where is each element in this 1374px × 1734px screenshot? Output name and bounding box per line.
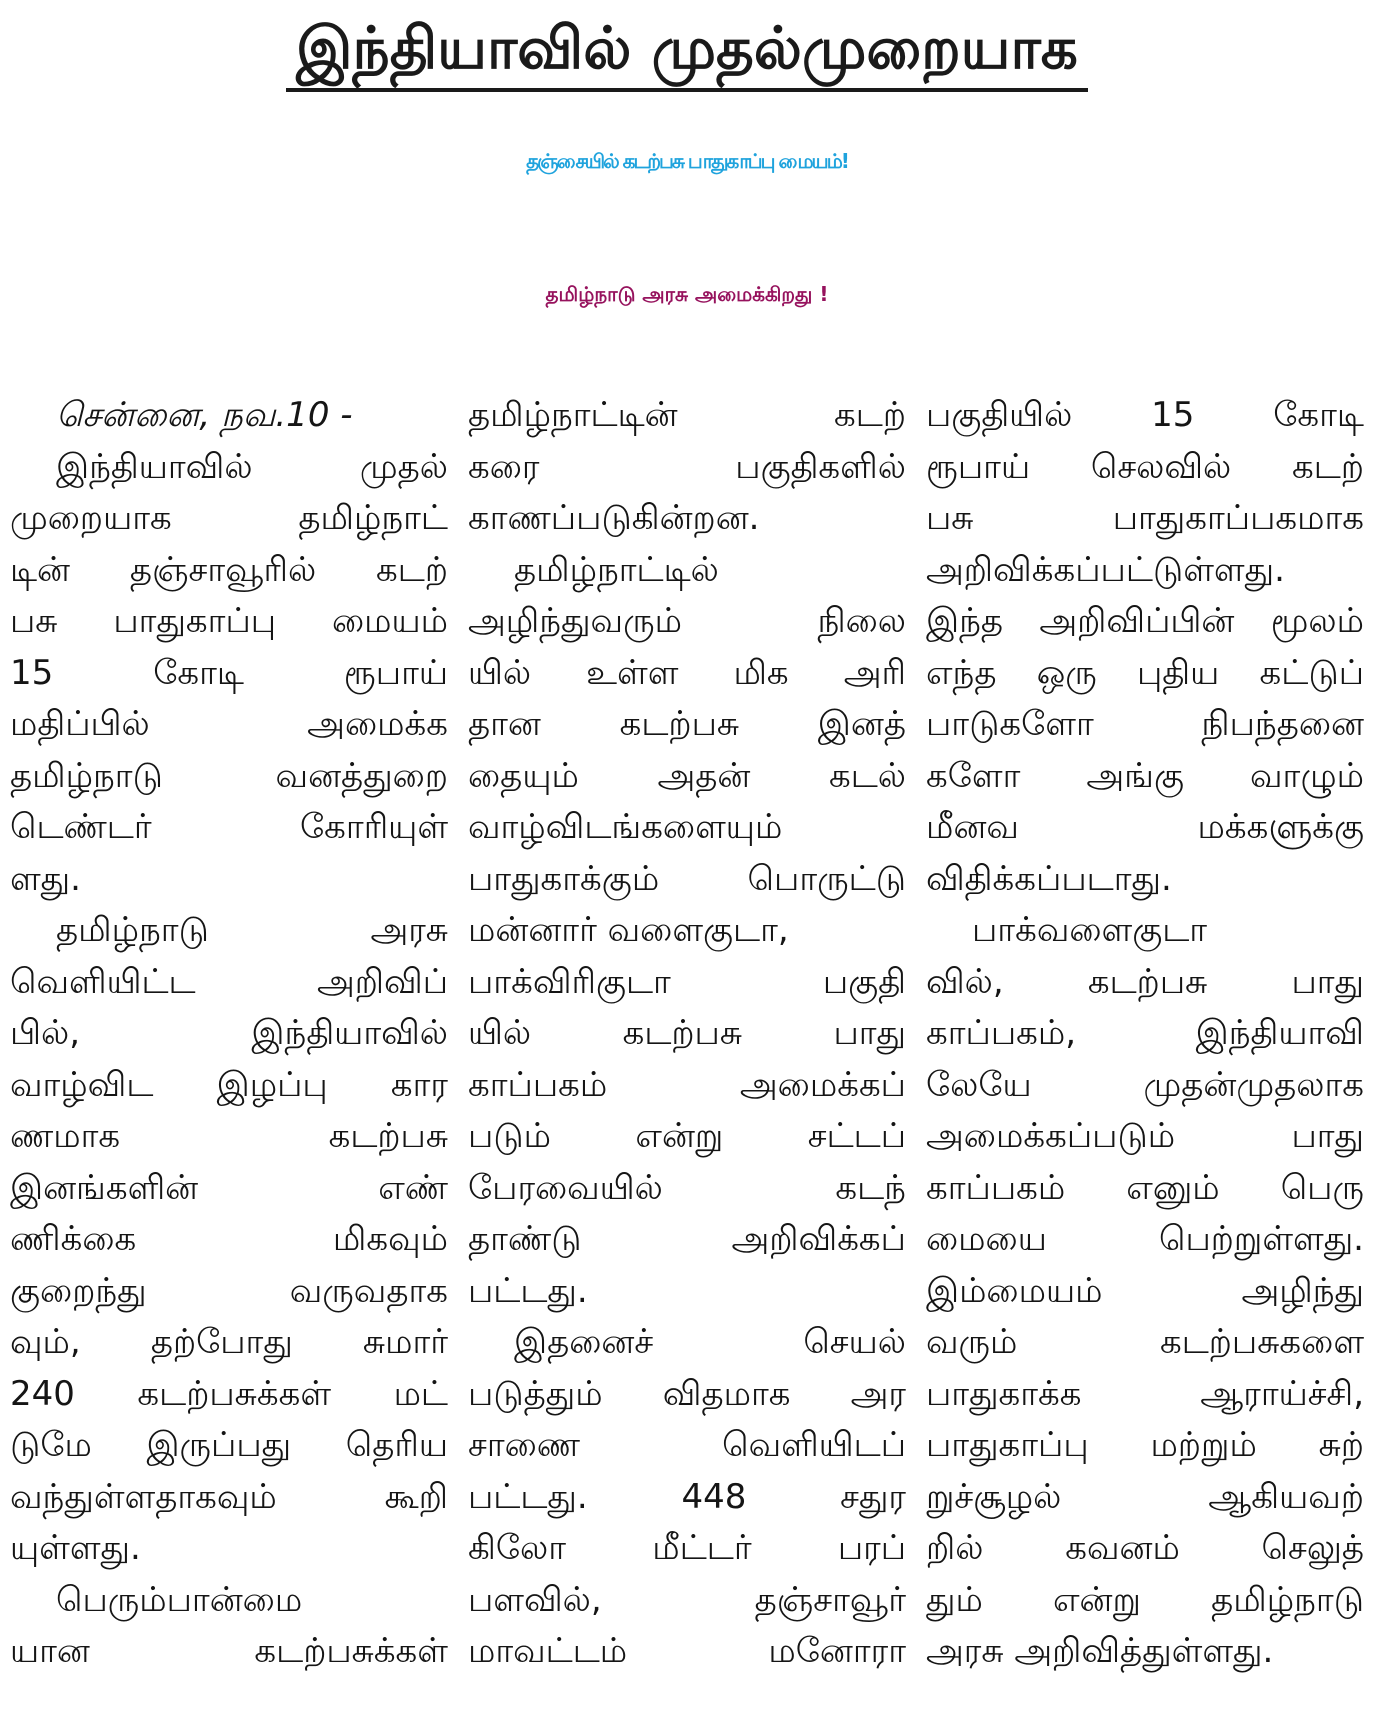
article-line: பகுதியில் 15 கோடி [926,395,1364,435]
article-line: தமிழ்நாடு வனத்துறை [10,755,448,796]
article-line: கரை பகுதிகளில் [468,446,906,487]
article-line: பாதுகாப்பு மற்றும் சுற் [926,1425,1364,1465]
article-line: யுள்ளது. [10,1528,141,1568]
article-column-3 [926,390,1364,1725]
article-line: றில் கவனம் செலுத் [926,1528,1364,1568]
article-line: தமிழ்நாட்டின் கடற் [468,395,906,435]
article-line: தான கடற்பசு இனத் [468,704,906,744]
article-line: எந்த ஒரு புதிய கட்டுப் [926,652,1364,693]
article-line: அமைக்கப்படும் பாது [926,1116,1364,1156]
article-line: பசு பாதுகாப்பகமாக [926,498,1364,538]
article-line: பளவில், தஞ்சாவூர் [468,1579,906,1620]
article-line: மீனவ மக்களுக்கு [926,807,1364,847]
article-line: யில் கடற்பசு பாது [468,1013,906,1053]
article-column-2 [468,390,906,1725]
article-line: பாதுகாக்க ஆராய்ச்சி, [926,1373,1364,1414]
article-line: அழிந்துவரும் நிலை [468,601,906,641]
article-line: வாழ்விட இழப்பு கார [10,1064,448,1105]
article-line: சாணை வெளியிடப் [468,1425,906,1465]
article-line: யான கடற்பசுக்கள் [10,1631,448,1671]
article-line: தாண்டு அறிவிக்கப் [468,1219,906,1259]
article-line: வந்துள்ளதாகவும் கூறி [10,1476,448,1517]
article-line: டின் தஞ்சாவூரில் கடற் [10,549,448,590]
article-line: தும் என்று தமிழ்நாடு [926,1579,1364,1620]
article-line: லேயே முதன்முதலாக [926,1064,1364,1105]
article-line: ளது. [10,858,81,899]
article-line: இந்தியாவில் முதல் [56,446,448,487]
article-line: தமிழ்நாடு அரசு [56,910,448,950]
article-line: பில், இந்தியாவில் [10,1013,448,1053]
article-line: இந்த அறிவிப்பின் மூலம் [926,601,1364,641]
article-dateline: சென்னை, நவ.10 - [56,395,353,435]
kicker-wrap [0,14,1374,92]
article-line: அறிவிக்கப்பட்டுள்ளது. [926,549,1285,590]
article-line: படும் என்று சட்டப் [468,1116,906,1156]
article-line: படுத்தும் விதமாக அர [468,1373,906,1414]
article-line: 240 கடற்பசுக்கள் மட் [10,1373,448,1414]
article-line: குறைந்து வருவதாக [10,1270,448,1311]
article-line: 15 கோடி ரூபாய் [10,652,448,693]
article-line: பசு பாதுகாப்பு மையம் [10,601,448,641]
article-line: பட்டது. 448 சதுர [468,1476,906,1517]
article-line: மன்னார் வளைகுடா, [468,910,789,950]
article-line: பேரவையில் கடந் [468,1167,906,1208]
article-line: விதிக்கப்படாது. [926,858,1172,899]
article-line: மாவட்டம் மனோரா [468,1631,906,1671]
article-line: வாழ்விடங்களையும் [468,807,783,847]
article-line: இம்மையம் அழிந்து [926,1270,1364,1311]
article-line: கிலோ மீட்டர் பரப் [468,1528,906,1568]
sub-headline: தமிழ்நாடு அரசு அமைக்கிறது ! [545,282,829,306]
article-line: யில் உள்ள மிக அரி [468,652,906,693]
article-line: மையை பெற்றுள்ளது. [926,1219,1364,1259]
article-line: தையும் அதன் கடல் [468,755,906,796]
article-line: காப்பகம் அமைக்கப் [468,1064,906,1105]
article-line: வரும் கடற்பசுகளை [926,1322,1364,1362]
article-body [10,390,1364,1725]
article-line: வும், தற்போது சுமார் [10,1322,448,1362]
article-line: ணிக்கை மிகவும் [10,1219,448,1259]
article-line: மதிப்பில் அமைக்க [10,704,448,744]
article-line: பெரும்பான்மை [56,1579,303,1620]
article-line: டெண்டர் கோரியுள் [10,807,448,847]
article-line: ரூபாய் செலவில் கடற் [926,446,1364,487]
article-line: காணப்படுகின்றன. [468,498,760,538]
article-line: அரசு அறிவித்துள்ளது. [926,1631,1274,1671]
article-line: பாக்விரிகுடா பகுதி [468,961,906,1002]
article-line: றுச்சூழல் ஆகியவற் [926,1476,1364,1517]
article-line: முறையாக தமிழ்நாட் [10,498,448,538]
article-line: பட்டது. [468,1270,588,1311]
article-line: காப்பகம் எனும் பெரு [926,1167,1364,1208]
article-line: களோ அங்கு வாழும் [926,755,1364,796]
article-column-1 [10,390,448,1725]
article-line: பாதுகாக்கும் பொருட்டு [468,858,906,899]
main-headline: தஞ்சையில் கடற்பசு பாதுகாப்பு மையம்! [526,149,848,173]
article-line: வில், கடற்பசு பாது [926,961,1364,1002]
article-line: இனங்களின் எண் [10,1167,448,1208]
article-line: பாக்வளைகுடா [972,910,1208,950]
kicker-headline: இந்தியாவில் முதல்முறையாக [286,14,1088,92]
article-line: வெளியிட்ட அறிவிப் [10,961,448,1002]
article-line: இதனைச் செயல் [514,1322,906,1362]
article-line: தமிழ்நாட்டில் [514,549,719,590]
article-line: ணமாக கடற்பசு [10,1116,448,1156]
article-line: டுமே இருப்பது தெரிய [10,1425,448,1465]
article-line: பாடுகளோ நிபந்தனை [926,704,1364,744]
article-line: காப்பகம், இந்தியாவி [926,1013,1364,1053]
